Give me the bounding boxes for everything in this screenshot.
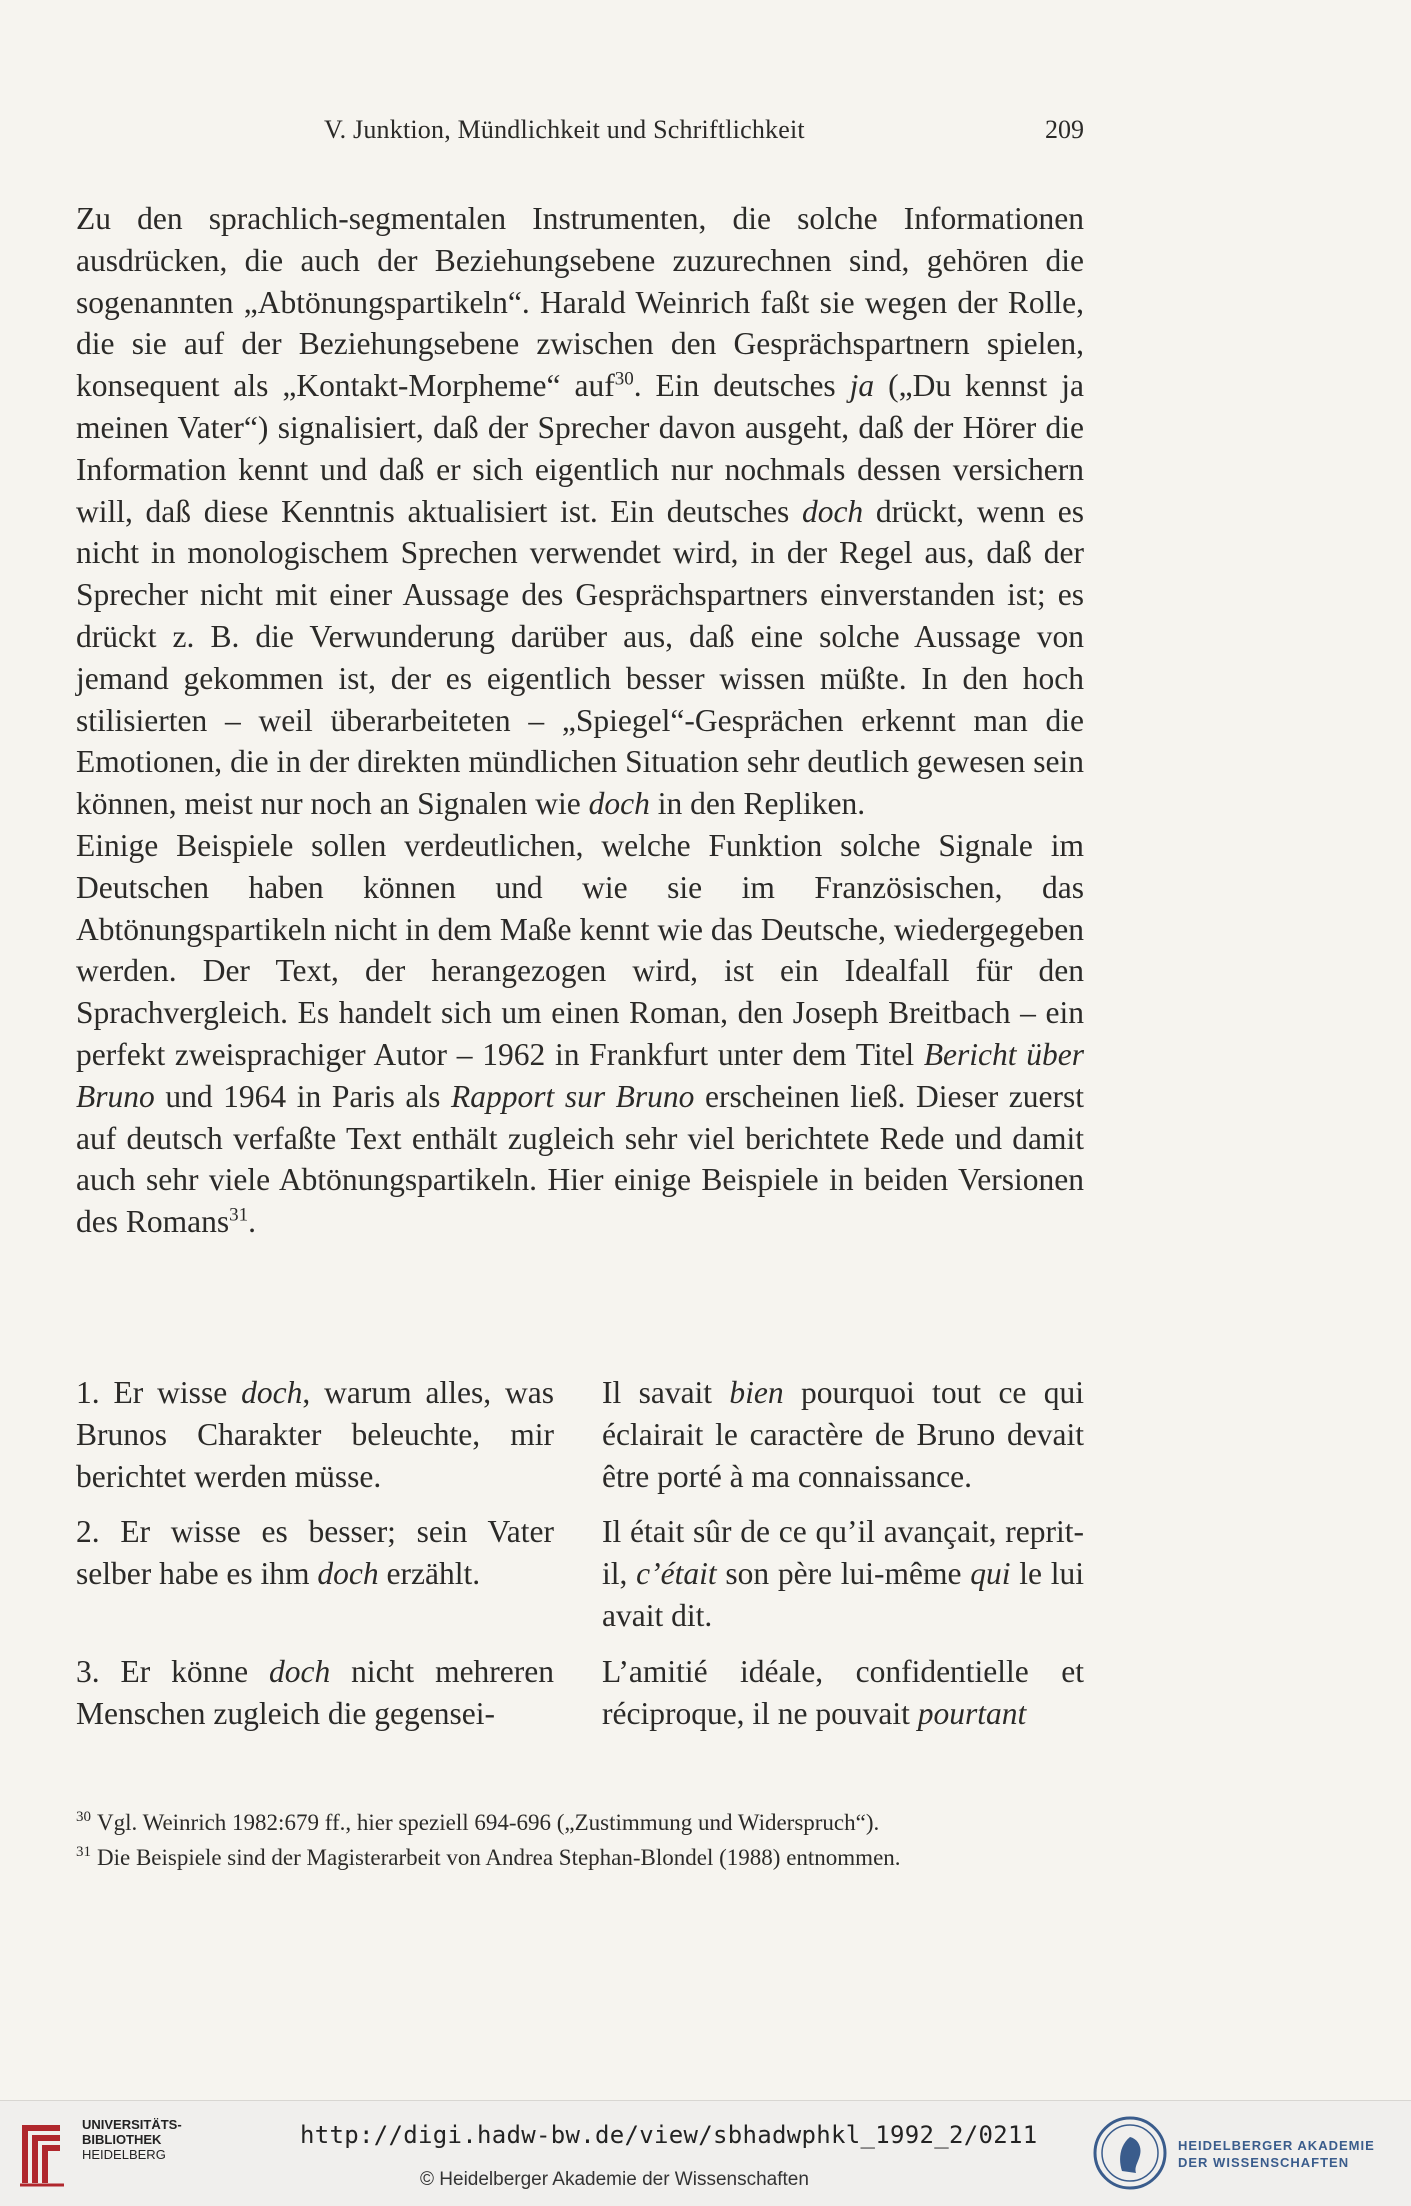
text-run: Il savait (602, 1375, 730, 1410)
running-head-title: V. Junktion, Mündlichkeit und Schriftlichkeit (324, 115, 805, 144)
example-french (602, 1511, 1084, 1636)
italic-term: doch (317, 1556, 379, 1592)
text-run: L’amitié idéale, confidentielle et réciproque, il ne pouvait (602, 1653, 1084, 1731)
text-run: erscheinen ließ. Dieser zuerst auf deutsch verfaßte Text enthält zugleich sehr viel berichtete Rede und damit auch sehr viele Abtönungspartikeln. Hier einige Beispiele in beiden Versionen des Romans (76, 1078, 1084, 1240)
footnote-reference: 31 (229, 1204, 249, 1226)
italic-term: qui (970, 1556, 1011, 1592)
example-row (76, 1511, 1084, 1636)
italic-term: Bericht über Bruno (76, 1036, 1084, 1114)
text-run: Il était sûr de ce qu’il avançait, reprit-il, (602, 1514, 1084, 1592)
academy-seal-icon (1092, 2115, 1168, 2191)
text-run: . Ein deutsches (633, 368, 850, 404)
source-url-link[interactable]: http://digi.hadw-bw.de/view/sbhadwphkl_1992_2/0211 (300, 2121, 1038, 2149)
italic-term: pourtant (917, 1695, 1027, 1731)
paragraph (76, 825, 1084, 1243)
footnote (76, 1805, 1084, 1840)
example-row (76, 1651, 1084, 1735)
paragraph (76, 198, 1084, 825)
footnotes (76, 1805, 1084, 1875)
text-run: erzählt. (378, 1556, 481, 1592)
text-run: 2. Er wisse es besser; sein Vater selber habe es ihm (76, 1514, 554, 1592)
example-german (76, 1511, 554, 1636)
footnote-number: 31 (76, 1844, 91, 1861)
copyright-notice: © Heidelberger Akademie der Wissenschaften (420, 2169, 809, 2190)
example-german (76, 1651, 554, 1735)
italic-term: ja (849, 368, 875, 404)
text-run: son père lui-même (716, 1556, 971, 1592)
text-run: und 1964 in Paris als (154, 1078, 451, 1114)
running-head (76, 115, 1084, 155)
footnote-number: 30 (76, 1809, 91, 1826)
text-run: Einige Beispiele sollen verdeutlichen, welche Funktion solche Signale im Deutschen haben können und wie sie im Französischen, das Abtönungspartikeln nicht in dem Maße kennt wie das Deutsche, wiedergegeben werden. Der Text, der herangezogen wird, ist ein Idealfall für den Sprachvergleich. Es handelt sich um einen Roman, den Joseph Breitbach – ein perfekt zweisprachiger Autor – 1962 in Frankfurt unter dem Titel (76, 827, 1084, 1072)
text-run: 1. Er wisse (76, 1375, 242, 1410)
example-german (76, 1372, 554, 1497)
text-run: drückt, wenn es nicht in monologischem Sprechen verwendet wird, in der Regel aus, daß der Sprecher nicht mit einer Aussage des Gesprächspartners einverstanden ist; es drückt z. B. die Verwunderung darüber aus, daß eine solche Aussage von jemand gekommen ist, der es eigentlich besser wissen müßte. In den hoch stilisierten – weil überarbeiteten – „Spiegel“-Gesprächen erkennt man die Emotionen, die in der direkten mündlichen Situation sehr deutlich gewesen sein können, meist nur noch an Signalen wie (76, 493, 1084, 822)
footnote-text: Die Beispiele sind der Magisterarbeit von Andrea Stephan-Blondel (1988) entnommen. (97, 1845, 901, 1870)
italic-term: Rapport sur Bruno (451, 1078, 695, 1114)
example-french (602, 1372, 1084, 1497)
academy-name: HEIDELBERGER AKADEMIE DER WISSENSCHAFTEN (1178, 2138, 1375, 2170)
page-number: 209 (1045, 115, 1084, 144)
body-text (76, 198, 1084, 1243)
footnote-reference: 30 (614, 368, 634, 390)
text-run: le lui avait dit. (602, 1556, 1084, 1633)
footnote (76, 1840, 1084, 1875)
italic-term: doch (269, 1653, 331, 1689)
university-library-logo-icon (14, 2113, 74, 2193)
university-library-name: UNIVERSITÄTS- BIBLIOTHEK HEIDELBERG (82, 2117, 182, 2162)
text-run: pourquoi tout ce qui éclairait le caractère de Bruno devait être porté à ma connaissance. (602, 1375, 1085, 1494)
text-run: . (248, 1204, 256, 1240)
footer-bar (0, 2100, 1411, 2206)
example-table (76, 1372, 1084, 1748)
example-row (76, 1372, 1084, 1497)
italic-term: doch (801, 493, 864, 529)
text-run: nicht mehreren Menschen zugleich die gegensei- (76, 1653, 554, 1731)
italic-term: c’était (636, 1556, 717, 1592)
footnote-text: Vgl. Weinrich 1982:679 ff., hier speziell 694-696 („Zustimmung und Widerspruch“). (97, 1810, 880, 1835)
text-run: 3. Er könne (76, 1653, 270, 1689)
italic-term: bien (729, 1375, 784, 1410)
italic-term: doch (241, 1375, 303, 1410)
italic-term: doch (588, 786, 650, 822)
text-run: in den Repliken. (649, 786, 866, 822)
text-run: , warum alles, was Brunos Charakter beleuchte, mir berichtet werden müsse. (76, 1375, 554, 1494)
example-french (602, 1651, 1084, 1735)
text-run: („Du kennst ja meinen Vater“) signalisiert, daß der Sprecher davon ausgeht, daß der Hörer die Information kennt und daß er sich eigentlich nur nochmals dessen versichern will, daß diese Kenntnis aktualisiert ist. Ein deutsches (76, 368, 1084, 529)
text-run: Zu den sprachlich-segmentalen Instrumenten, die solche Informationen ausdrücken, die auch der Beziehungsebene zuzurechnen sind, gehören die sogenannten „Abtönungspartikeln“. Harald Weinrich faßt sie wegen der Rolle, die sie auf der Beziehungsebene zwischen den Gesprächspartnern spielen, konsequent als „Kontakt-Morpheme“ auf (76, 201, 1084, 404)
